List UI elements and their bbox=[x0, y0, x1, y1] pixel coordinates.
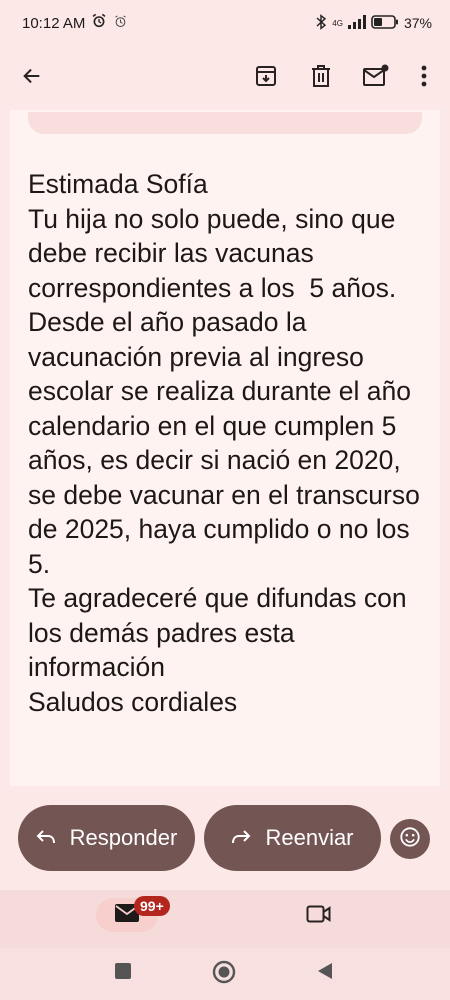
back-arrow-icon[interactable] bbox=[16, 60, 48, 92]
alarm-icon bbox=[91, 13, 107, 33]
more-vert-icon[interactable] bbox=[408, 60, 440, 92]
message-actions bbox=[0, 804, 450, 874]
reply-button[interactable] bbox=[18, 805, 195, 871]
forward-icon bbox=[231, 825, 251, 851]
archive-icon[interactable] bbox=[250, 60, 282, 92]
recents-square-icon[interactable] bbox=[114, 962, 132, 985]
reply-icon bbox=[36, 825, 56, 851]
smiley-icon bbox=[399, 826, 421, 853]
meet-tab[interactable] bbox=[306, 904, 332, 929]
back-triangle-icon[interactable] bbox=[316, 962, 334, 985]
emoji-reaction-button[interactable] bbox=[390, 819, 430, 859]
quoted-block bbox=[28, 112, 422, 134]
signal-icon bbox=[348, 15, 366, 32]
status-time: 10:12 AM bbox=[22, 14, 86, 32]
alarm-outline-icon bbox=[113, 14, 128, 33]
video-camera-icon bbox=[306, 911, 332, 928]
status-bar bbox=[0, 0, 450, 46]
message-body: Estimada Sofía Tu hija no solo puede, sino que debe recibir las vacunas correspondientes a los 5 años. Desde el año pasado la vacunación previa al ingreso escolar se realiza durante el año calendario en el que cumplen 5 años, es decir si nació en 2020, se debe vacunar en el transcurso de 2025, haya cumplido o no los 5. Te agradeceré que difundas con los demás padres esta información Saludos cordiales bbox=[28, 169, 420, 717]
network-type: 4G bbox=[332, 18, 343, 28]
bottom-nav bbox=[0, 890, 450, 948]
reply-label: Responder bbox=[69, 825, 178, 850]
mark-unread-icon[interactable] bbox=[360, 60, 392, 92]
forward-button[interactable] bbox=[204, 805, 381, 871]
system-nav-bar bbox=[0, 948, 450, 1000]
delete-icon[interactable] bbox=[305, 60, 337, 92]
bluetooth-icon bbox=[315, 14, 327, 33]
forward-label: Reenviar bbox=[265, 825, 354, 850]
battery-icon bbox=[371, 15, 399, 32]
mail-count-badge: 99+ bbox=[134, 896, 170, 916]
battery-percent: 37% bbox=[403, 15, 432, 31]
app-bar bbox=[0, 46, 450, 104]
home-circle-icon[interactable] bbox=[212, 960, 236, 989]
